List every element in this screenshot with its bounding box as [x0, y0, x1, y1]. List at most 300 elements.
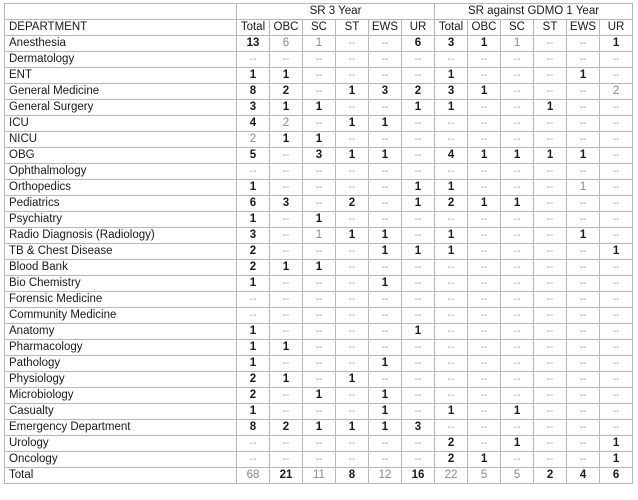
cell-total-sr3: 1: [237, 404, 270, 420]
cell-st-sr3: --: [336, 324, 369, 340]
cell-obc-sr3: 6: [270, 36, 303, 52]
cell-total-gdmo: --: [435, 212, 468, 228]
cell-ur-gdmo: --: [600, 372, 633, 388]
cell-total-gdmo: --: [435, 292, 468, 308]
cell-ews-sr3: --: [369, 212, 402, 228]
cell-total-sr3: 1: [237, 212, 270, 228]
cell-ews-gdmo: --: [567, 276, 600, 292]
department-name: Bio Chemistry: [5, 276, 237, 292]
cell-sc-gdmo: 1: [501, 148, 534, 164]
cell-ews-gdmo: --: [567, 404, 600, 420]
cell-ur-sr3: --: [402, 228, 435, 244]
cell-sc-gdmo: --: [501, 68, 534, 84]
table-row: [5, 324, 633, 340]
cell-obc-gdmo: --: [468, 340, 501, 356]
cell-total-gdmo: 1: [435, 228, 468, 244]
cell-total-gdmo: 2: [435, 452, 468, 468]
department-name: Microbiology: [5, 388, 237, 404]
cell-ur-gdmo: --: [600, 180, 633, 196]
table-row: [5, 340, 633, 356]
cell-ews-sr3: 1: [369, 116, 402, 132]
cell-ur-gdmo: --: [600, 388, 633, 404]
cell-ews-gdmo: 1: [567, 68, 600, 84]
cell-ews-sr3: 1: [369, 404, 402, 420]
table-row: [5, 52, 633, 68]
cell-ur-sr3: --: [402, 356, 435, 372]
cell-ur-gdmo: 1: [600, 36, 633, 52]
cell-ur-sr3: 1: [402, 196, 435, 212]
cell-total-sr3: --: [237, 52, 270, 68]
cell-ews-sr3: --: [369, 196, 402, 212]
cell-obc-gdmo: --: [468, 244, 501, 260]
cell-st-sr3: --: [336, 260, 369, 276]
cell-sc-gdmo: --: [501, 212, 534, 228]
cell-total-sr3: 68: [237, 468, 270, 484]
cell-total-sr3: --: [237, 292, 270, 308]
cell-sc-sr3: --: [303, 436, 336, 452]
cell-st-sr3: --: [336, 244, 369, 260]
cell-total-gdmo: --: [435, 372, 468, 388]
cell-obc-sr3: --: [270, 180, 303, 196]
cell-sc-sr3: --: [303, 116, 336, 132]
cell-ur-gdmo: 1: [600, 244, 633, 260]
staffing-table: [4, 3, 633, 484]
cell-obc-gdmo: 1: [468, 36, 501, 52]
cell-ews-sr3: --: [369, 452, 402, 468]
department-name: Orthopedics: [5, 180, 237, 196]
cell-ews-gdmo: --: [567, 164, 600, 180]
cell-total-sr3: --: [237, 452, 270, 468]
cell-ews-gdmo: --: [567, 308, 600, 324]
cell-st-gdmo: 1: [534, 100, 567, 116]
cell-ur-gdmo: --: [600, 324, 633, 340]
cell-total-gdmo: 3: [435, 36, 468, 52]
cell-sc-gdmo: --: [501, 308, 534, 324]
cell-ur-sr3: --: [402, 164, 435, 180]
cell-ews-gdmo: 4: [567, 468, 600, 484]
cell-st-sr3: --: [336, 36, 369, 52]
cell-st-sr3: --: [336, 180, 369, 196]
cell-ur-sr3: --: [402, 68, 435, 84]
cell-obc-sr3: --: [270, 356, 303, 372]
cell-sc-gdmo: --: [501, 164, 534, 180]
cell-st-gdmo: --: [534, 276, 567, 292]
cell-sc-sr3: --: [303, 84, 336, 100]
cell-ews-gdmo: --: [567, 84, 600, 100]
cell-ews-sr3: --: [369, 164, 402, 180]
cell-sc-sr3: 1: [303, 228, 336, 244]
cell-st-sr3: --: [336, 132, 369, 148]
cell-sc-sr3: --: [303, 452, 336, 468]
department-name: ENT: [5, 68, 237, 84]
cell-sc-gdmo: --: [501, 324, 534, 340]
cell-obc-sr3: --: [270, 164, 303, 180]
cell-sc-gdmo: --: [501, 100, 534, 116]
department-name: Casualty: [5, 404, 237, 420]
cell-sc-sr3: --: [303, 292, 336, 308]
department-name: Anesthesia: [5, 36, 237, 52]
cell-st-gdmo: --: [534, 196, 567, 212]
cell-total-gdmo: --: [435, 260, 468, 276]
cell-ur-sr3: --: [402, 308, 435, 324]
table-row: [5, 84, 633, 100]
cell-obc-sr3: 2: [270, 420, 303, 436]
department-name: Total: [5, 468, 237, 484]
cell-sc-sr3: --: [303, 164, 336, 180]
cell-st-gdmo: --: [534, 308, 567, 324]
cell-st-gdmo: --: [534, 388, 567, 404]
cell-st-sr3: --: [336, 356, 369, 372]
cell-st-sr3: --: [336, 452, 369, 468]
cell-st-sr3: --: [336, 436, 369, 452]
table-row: [5, 100, 633, 116]
cell-ur-sr3: 3: [402, 420, 435, 436]
cell-sc-gdmo: --: [501, 260, 534, 276]
cell-ur-sr3: --: [402, 260, 435, 276]
cell-obc-sr3: --: [270, 212, 303, 228]
table-row: [5, 132, 633, 148]
department-name: NICU: [5, 132, 237, 148]
header-col-ews-gdmo: EWS: [567, 20, 600, 36]
cell-sc-sr3: --: [303, 372, 336, 388]
cell-ews-sr3: 1: [369, 420, 402, 436]
cell-st-gdmo: --: [534, 132, 567, 148]
cell-ur-gdmo: 6: [600, 468, 633, 484]
cell-total-gdmo: 1: [435, 244, 468, 260]
cell-ews-sr3: --: [369, 340, 402, 356]
cell-ews-gdmo: --: [567, 372, 600, 388]
header-col-ur-gdmo: UR: [600, 20, 633, 36]
cell-st-gdmo: 1: [534, 148, 567, 164]
cell-ur-gdmo: --: [600, 420, 633, 436]
cell-ur-gdmo: --: [600, 292, 633, 308]
cell-ur-sr3: 6: [402, 36, 435, 52]
header-col-st-gdmo: ST: [534, 20, 567, 36]
department-name: Psychiatry: [5, 212, 237, 228]
cell-ur-sr3: --: [402, 132, 435, 148]
cell-st-gdmo: --: [534, 244, 567, 260]
cell-total-gdmo: 1: [435, 100, 468, 116]
cell-obc-sr3: 1: [270, 68, 303, 84]
cell-ur-sr3: --: [402, 388, 435, 404]
cell-ur-sr3: 1: [402, 244, 435, 260]
cell-obc-sr3: --: [270, 388, 303, 404]
cell-sc-sr3: --: [303, 340, 336, 356]
cell-ur-sr3: --: [402, 148, 435, 164]
cell-ews-gdmo: --: [567, 292, 600, 308]
cell-ews-sr3: --: [369, 36, 402, 52]
header-group-sr3: SR 3 Year: [237, 4, 435, 20]
cell-total-sr3: 2: [237, 388, 270, 404]
cell-ews-sr3: 1: [369, 276, 402, 292]
table-body: [5, 4, 633, 484]
cell-ur-sr3: --: [402, 452, 435, 468]
cell-ews-sr3: --: [369, 100, 402, 116]
cell-obc-gdmo: --: [468, 436, 501, 452]
cell-st-sr3: 1: [336, 148, 369, 164]
cell-obc-gdmo: --: [468, 180, 501, 196]
cell-total-sr3: --: [237, 436, 270, 452]
cell-total-gdmo: --: [435, 340, 468, 356]
cell-sc-gdmo: --: [501, 340, 534, 356]
header-column-row: [5, 20, 633, 36]
cell-sc-gdmo: --: [501, 420, 534, 436]
cell-total-gdmo: 1: [435, 180, 468, 196]
cell-st-gdmo: --: [534, 36, 567, 52]
cell-ur-sr3: --: [402, 436, 435, 452]
cell-st-sr3: 1: [336, 84, 369, 100]
cell-ews-sr3: --: [369, 260, 402, 276]
cell-total-sr3: 1: [237, 356, 270, 372]
cell-obc-sr3: 1: [270, 132, 303, 148]
cell-ews-gdmo: 1: [567, 228, 600, 244]
cell-ur-sr3: --: [402, 404, 435, 420]
table-row: [5, 276, 633, 292]
cell-sc-gdmo: 1: [501, 36, 534, 52]
cell-st-gdmo: --: [534, 404, 567, 420]
cell-sc-sr3: 3: [303, 148, 336, 164]
cell-sc-sr3: 1: [303, 388, 336, 404]
cell-ews-gdmo: --: [567, 420, 600, 436]
cell-obc-sr3: 21: [270, 468, 303, 484]
cell-sc-sr3: 1: [303, 132, 336, 148]
cell-total-gdmo: --: [435, 132, 468, 148]
cell-sc-sr3: --: [303, 68, 336, 84]
cell-total-gdmo: 2: [435, 436, 468, 452]
cell-ur-gdmo: --: [600, 340, 633, 356]
cell-ur-sr3: 1: [402, 100, 435, 116]
table-row: [5, 436, 633, 452]
cell-total-gdmo: --: [435, 52, 468, 68]
cell-obc-gdmo: 5: [468, 468, 501, 484]
header-blank: [5, 4, 237, 20]
department-name: Radio Diagnosis (Radiology): [5, 228, 237, 244]
cell-sc-gdmo: --: [501, 132, 534, 148]
cell-ews-gdmo: --: [567, 436, 600, 452]
department-name: Forensic Medicine: [5, 292, 237, 308]
cell-total-sr3: 3: [237, 100, 270, 116]
cell-ews-sr3: --: [369, 132, 402, 148]
cell-ews-gdmo: --: [567, 52, 600, 68]
cell-ur-gdmo: 1: [600, 436, 633, 452]
cell-total-gdmo: 4: [435, 148, 468, 164]
cell-sc-sr3: --: [303, 356, 336, 372]
header-col-obc-gdmo: OBC: [468, 20, 501, 36]
cell-obc-sr3: 2: [270, 84, 303, 100]
cell-total-sr3: 4: [237, 116, 270, 132]
cell-total-gdmo: --: [435, 308, 468, 324]
cell-obc-gdmo: --: [468, 228, 501, 244]
cell-sc-gdmo: --: [501, 84, 534, 100]
cell-ur-gdmo: --: [600, 196, 633, 212]
cell-sc-sr3: --: [303, 276, 336, 292]
cell-total-sr3: 2: [237, 132, 270, 148]
cell-st-gdmo: --: [534, 84, 567, 100]
table-row: [5, 452, 633, 468]
cell-ews-sr3: --: [369, 52, 402, 68]
cell-total-sr3: 8: [237, 84, 270, 100]
cell-ews-sr3: --: [369, 308, 402, 324]
cell-obc-gdmo: --: [468, 404, 501, 420]
cell-total-gdmo: 2: [435, 196, 468, 212]
cell-sc-sr3: --: [303, 308, 336, 324]
cell-sc-sr3: 1: [303, 36, 336, 52]
cell-total-sr3: 1: [237, 324, 270, 340]
header-department: DEPARTMENT: [5, 20, 237, 36]
cell-obc-gdmo: 1: [468, 452, 501, 468]
cell-sc-sr3: 1: [303, 212, 336, 228]
cell-obc-gdmo: --: [468, 52, 501, 68]
cell-total-sr3: 1: [237, 180, 270, 196]
cell-obc-sr3: 1: [270, 340, 303, 356]
cell-st-sr3: 2: [336, 196, 369, 212]
cell-st-sr3: --: [336, 292, 369, 308]
cell-st-gdmo: --: [534, 452, 567, 468]
cell-ur-sr3: --: [402, 52, 435, 68]
cell-obc-sr3: 1: [270, 260, 303, 276]
cell-st-gdmo: --: [534, 52, 567, 68]
cell-ews-gdmo: --: [567, 356, 600, 372]
cell-st-sr3: 1: [336, 420, 369, 436]
header-col-total-gdmo: Total: [435, 20, 468, 36]
cell-st-sr3: --: [336, 68, 369, 84]
table-container: [4, 3, 633, 484]
cell-obc-sr3: 1: [270, 372, 303, 388]
cell-total-sr3: 1: [237, 340, 270, 356]
header-col-sc-gdmo: SC: [501, 20, 534, 36]
table-row: [5, 212, 633, 228]
cell-total-sr3: 2: [237, 244, 270, 260]
department-name: Urology: [5, 436, 237, 452]
cell-total-gdmo: --: [435, 356, 468, 372]
cell-sc-gdmo: --: [501, 356, 534, 372]
cell-st-sr3: --: [336, 164, 369, 180]
cell-st-sr3: --: [336, 308, 369, 324]
department-name: Pediatrics: [5, 196, 237, 212]
cell-st-gdmo: --: [534, 116, 567, 132]
cell-obc-gdmo: --: [468, 276, 501, 292]
cell-sc-gdmo: 5: [501, 468, 534, 484]
cell-ews-sr3: 1: [369, 356, 402, 372]
department-name: OBG: [5, 148, 237, 164]
cell-st-gdmo: 2: [534, 468, 567, 484]
cell-ur-gdmo: --: [600, 116, 633, 132]
cell-obc-sr3: --: [270, 436, 303, 452]
cell-st-sr3: --: [336, 340, 369, 356]
department-name: Pathology: [5, 356, 237, 372]
table-row: [5, 260, 633, 276]
cell-ur-sr3: 2: [402, 84, 435, 100]
table-row: [5, 228, 633, 244]
cell-ews-sr3: 1: [369, 244, 402, 260]
cell-obc-gdmo: 1: [468, 148, 501, 164]
cell-st-gdmo: --: [534, 164, 567, 180]
cell-ur-sr3: 16: [402, 468, 435, 484]
cell-ews-gdmo: --: [567, 196, 600, 212]
cell-sc-gdmo: 1: [501, 404, 534, 420]
cell-total-gdmo: --: [435, 324, 468, 340]
department-name: Emergency Department: [5, 420, 237, 436]
cell-obc-sr3: 3: [270, 196, 303, 212]
cell-total-gdmo: --: [435, 388, 468, 404]
cell-sc-gdmo: --: [501, 372, 534, 388]
cell-ur-gdmo: --: [600, 260, 633, 276]
cell-sc-gdmo: --: [501, 228, 534, 244]
table-row: [5, 68, 633, 84]
table-row: [5, 180, 633, 196]
cell-ur-sr3: --: [402, 292, 435, 308]
cell-obc-sr3: 2: [270, 116, 303, 132]
cell-ews-sr3: --: [369, 180, 402, 196]
cell-ews-gdmo: 1: [567, 148, 600, 164]
cell-sc-gdmo: --: [501, 116, 534, 132]
department-name: ICU: [5, 116, 237, 132]
cell-obc-gdmo: --: [468, 292, 501, 308]
cell-total-gdmo: --: [435, 420, 468, 436]
cell-ur-sr3: --: [402, 340, 435, 356]
cell-obc-gdmo: --: [468, 68, 501, 84]
cell-total-gdmo: 1: [435, 404, 468, 420]
cell-obc-sr3: --: [270, 228, 303, 244]
cell-st-sr3: --: [336, 100, 369, 116]
cell-ur-gdmo: --: [600, 276, 633, 292]
cell-sc-gdmo: --: [501, 244, 534, 260]
cell-ur-gdmo: --: [600, 132, 633, 148]
cell-obc-sr3: --: [270, 308, 303, 324]
cell-st-gdmo: --: [534, 436, 567, 452]
table-row: [5, 292, 633, 308]
cell-total-sr3: 1: [237, 68, 270, 84]
cell-ur-gdmo: 2: [600, 84, 633, 100]
cell-total-sr3: 2: [237, 260, 270, 276]
cell-ur-sr3: 1: [402, 324, 435, 340]
cell-st-gdmo: --: [534, 340, 567, 356]
cell-obc-sr3: --: [270, 452, 303, 468]
department-name: Oncology: [5, 452, 237, 468]
cell-sc-gdmo: --: [501, 180, 534, 196]
header-col-st-sr3: ST: [336, 20, 369, 36]
cell-ews-gdmo: 1: [567, 180, 600, 196]
cell-ews-sr3: 1: [369, 388, 402, 404]
department-name: Community Medicine: [5, 308, 237, 324]
cell-sc-gdmo: --: [501, 292, 534, 308]
cell-total-sr3: --: [237, 308, 270, 324]
cell-st-gdmo: --: [534, 292, 567, 308]
cell-sc-gdmo: 1: [501, 436, 534, 452]
department-name: General Medicine: [5, 84, 237, 100]
cell-obc-gdmo: --: [468, 260, 501, 276]
cell-obc-gdmo: --: [468, 420, 501, 436]
cell-ur-gdmo: --: [600, 356, 633, 372]
cell-sc-sr3: 1: [303, 100, 336, 116]
table-row: [5, 148, 633, 164]
cell-obc-sr3: 1: [270, 100, 303, 116]
cell-sc-sr3: --: [303, 244, 336, 260]
header-col-ur-sr3: UR: [402, 20, 435, 36]
cell-sc-gdmo: --: [501, 52, 534, 68]
table-row: [5, 356, 633, 372]
cell-ur-gdmo: --: [600, 212, 633, 228]
cell-st-gdmo: --: [534, 372, 567, 388]
cell-ews-gdmo: --: [567, 212, 600, 228]
cell-st-sr3: --: [336, 276, 369, 292]
cell-st-gdmo: --: [534, 324, 567, 340]
cell-st-sr3: --: [336, 52, 369, 68]
cell-obc-gdmo: --: [468, 308, 501, 324]
cell-ews-sr3: --: [369, 292, 402, 308]
cell-total-sr3: 6: [237, 196, 270, 212]
table-row: [5, 308, 633, 324]
